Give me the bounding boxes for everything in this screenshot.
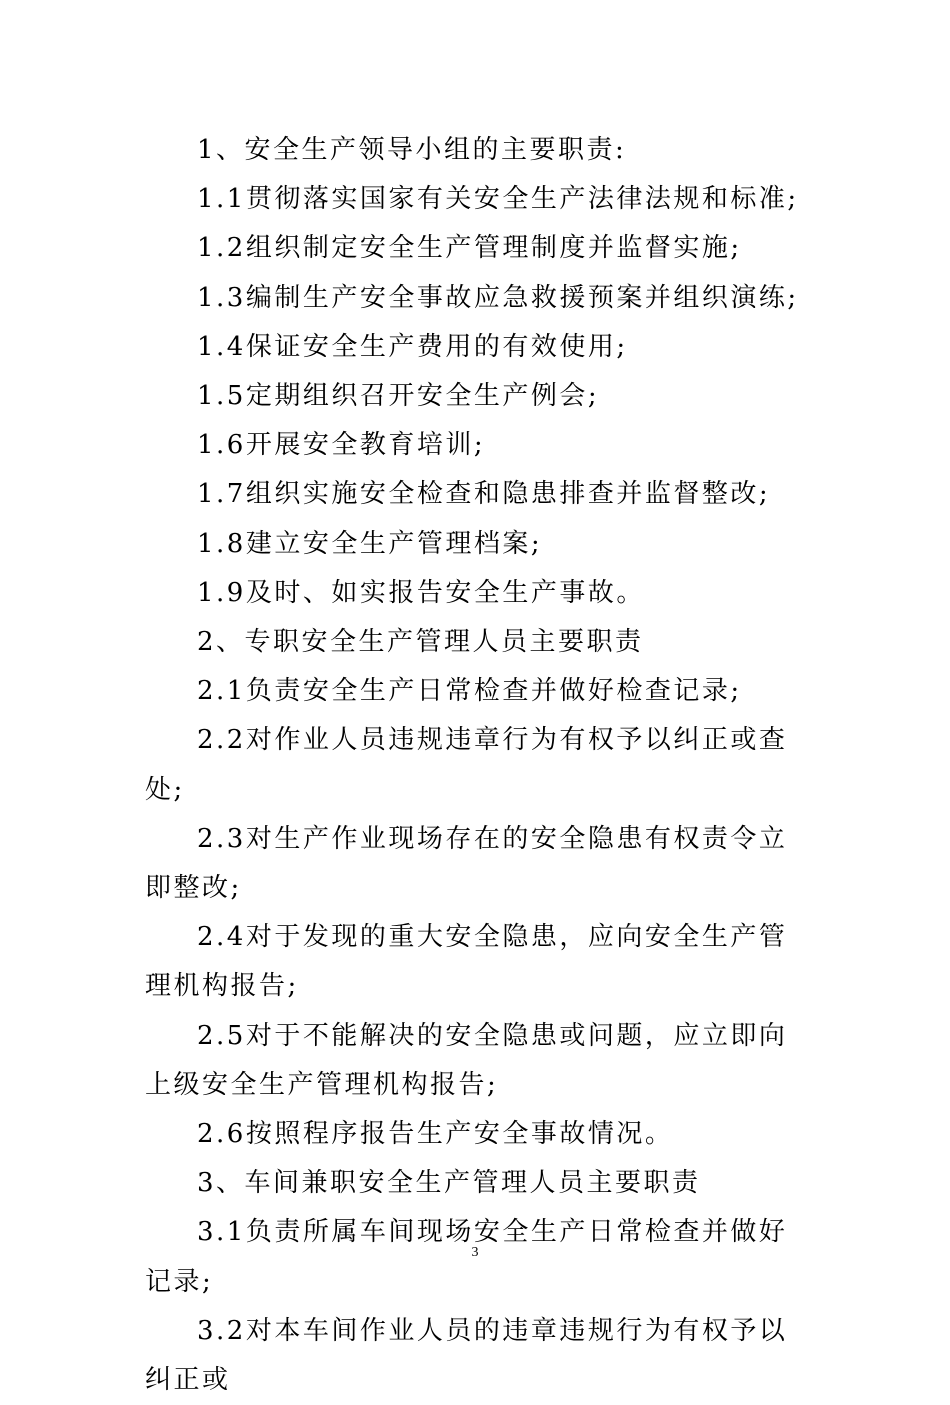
item-2-4: 2.4对于发现的重大安全隐患，应向安全生产管理机构报告; — [145, 922, 788, 1002]
item-2-1: 2.1负责安全生产日常检查并做好检查记录; — [197, 676, 742, 707]
section-heading-2: 2、专职安全生产管理人员主要职责 — [197, 627, 644, 658]
document-body — [145, 126, 809, 1405]
item-1-5: 1.5定期组织召开安全生产例会; — [197, 381, 600, 412]
item-3-1: 3.1负责所属车间现场安全生产日常检查并做好记录; — [145, 1217, 788, 1297]
item-2-5: 2.5对于不能解决的安全隐患或问题，应立即向上级安全生产管理机构报告; — [145, 1020, 788, 1100]
section-heading-3: 3、车间兼职安全生产管理人员主要职责 — [197, 1168, 701, 1199]
item-1-9: 1.9及时、如实报告安全生产事故。 — [197, 577, 645, 608]
page-number: 3 — [471, 1245, 479, 1260]
section-heading-1: 1、安全生产领导小组的主要职责: — [197, 135, 627, 165]
item-1-4: 1.4保证安全生产费用的有效使用; — [197, 331, 628, 362]
item-1-8: 1.8建立安全生产管理档案; — [197, 528, 543, 559]
item-1-2: 1.2组织制定安全生产管理制度并监督实施; — [197, 233, 742, 264]
item-2-3: 2.3对生产作业现场存在的安全隐患有权责令立即整改; — [145, 823, 788, 904]
item-1-1: 1.1贯彻落实国家有关安全生产法律法规和标准; — [197, 184, 799, 215]
item-2-6: 2.6按照程序报告生产安全事故情况。 — [197, 1119, 674, 1150]
item-2-2: 2.2对作业人员违规违章行为有权予以纠正或查处; — [145, 725, 788, 805]
item-1-7: 1.7组织实施安全检查和隐患排查并监督整改; — [197, 479, 771, 510]
item-1-6: 1.6开展安全教育培训; — [197, 430, 486, 461]
item-1-3: 1.3编制生产安全事故应急救援预案并组织演练; — [197, 282, 799, 313]
item-3-2: 3.2对本车间作业人员的违章违规行为有权予以纠正或 — [145, 1315, 788, 1396]
